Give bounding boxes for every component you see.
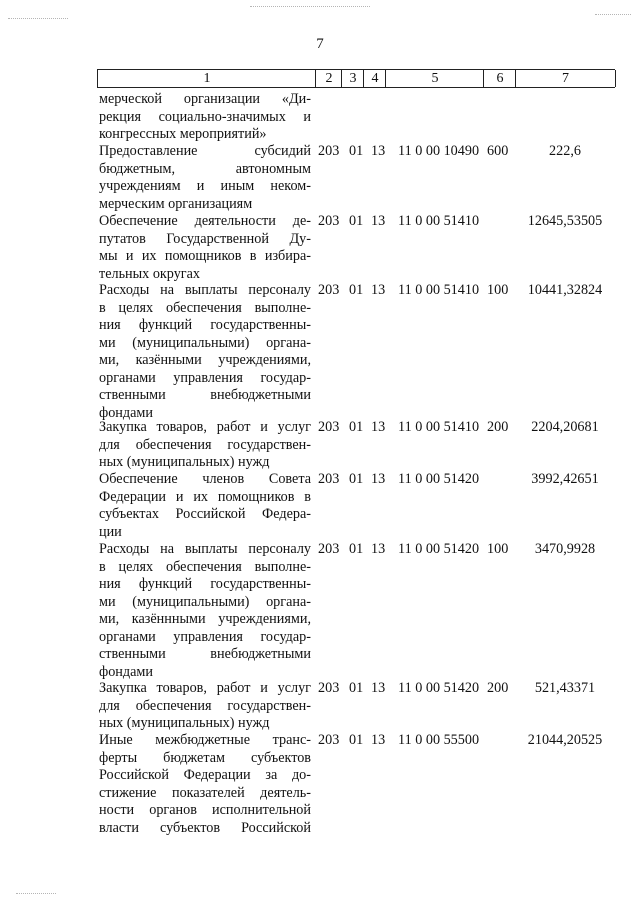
description-line: органами управления государ-: [99, 628, 311, 645]
cell-col-7: 21044,20525: [527, 732, 603, 748]
row-description: [99, 732, 311, 837]
scan-artifact: [250, 6, 370, 7]
cell-col-2: 203: [318, 541, 340, 557]
description-line: ных (муниципальных) нужд: [99, 454, 270, 470]
description-line: Обеспечение членов Совета: [99, 471, 311, 487]
cell-col-2: 203: [318, 282, 340, 298]
description-line: для обеспечения государствен-: [99, 436, 311, 453]
header-col-5: 5: [385, 70, 484, 87]
description-line: мерческим организациям: [99, 195, 253, 212]
header-col-2: 2: [315, 70, 342, 87]
description-line: рекция социально-значимых и: [99, 108, 311, 125]
scan-artifact: [16, 893, 56, 894]
description-line: ции: [99, 523, 122, 540]
row-description: [99, 91, 311, 144]
cell-col-5: 11 0 00 51410: [398, 419, 480, 435]
cell-col-6: 100: [487, 282, 509, 298]
description-line: ности органов исполнительной: [99, 802, 311, 818]
description-line: Расходы на выплаты персоналу: [99, 282, 311, 298]
description-line: ми, казённными учреждениями,: [99, 611, 311, 627]
cell-col-4: 13: [371, 143, 386, 159]
cell-col-5: 11 0 00 55500: [398, 732, 480, 748]
cell-col-3: 01: [349, 213, 364, 229]
cell-col-4: 13: [371, 541, 386, 557]
cell-col-7: 3992,42651: [531, 471, 599, 487]
cell-col-3: 01: [349, 419, 364, 435]
description-line: Федерации и их помощников в: [99, 488, 311, 505]
row-description: [99, 680, 311, 733]
header-col-3: 3: [341, 70, 364, 87]
description-line: тельных округах: [99, 265, 201, 282]
header-col-1: 1: [97, 70, 316, 87]
description-line: ферты бюджетам субъектов: [99, 749, 311, 766]
description-line: ми (муниципальными) органа-: [99, 334, 311, 351]
description-line: мы и их помощников в избира-: [99, 248, 311, 264]
description-line: в целях обеспечения выполне-: [99, 299, 311, 316]
cell-col-2: 203: [318, 732, 340, 748]
cell-col-6: 200: [487, 680, 509, 696]
description-line: фондами: [99, 663, 153, 680]
cell-col-6: 200: [487, 419, 509, 435]
cell-col-2: 203: [318, 471, 340, 487]
row-description: [99, 143, 311, 213]
cell-col-3: 01: [349, 680, 364, 696]
row-description: [99, 282, 311, 422]
cell-col-2: 203: [318, 213, 340, 229]
cell-col-4: 13: [371, 471, 386, 487]
description-line: бюджетным, автономным: [99, 160, 311, 177]
cell-col-3: 01: [349, 282, 364, 298]
cell-col-3: 01: [349, 541, 364, 557]
description-line: ственными внебюджетными: [99, 646, 311, 662]
description-line: фондами: [99, 404, 153, 421]
description-line: мерческой организации «Ди-: [99, 91, 311, 107]
cell-col-2: 203: [318, 419, 340, 435]
scan-artifact: [595, 14, 631, 15]
cell-col-5: 11 0 00 51420: [398, 541, 480, 557]
description-line: Обеспечение деятельности де-: [99, 213, 311, 229]
cell-col-4: 13: [371, 213, 386, 229]
cell-col-3: 01: [349, 471, 364, 487]
row-description: [99, 541, 311, 681]
cell-col-5: 11 0 00 51420: [398, 471, 480, 487]
cell-col-2: 203: [318, 143, 340, 159]
header-col-6: 6: [483, 70, 516, 87]
cell-col-7: 521,43371: [534, 680, 596, 696]
description-line: учреждениям и иным неком-: [99, 178, 311, 194]
cell-col-4: 13: [371, 282, 386, 298]
row-description: [99, 419, 311, 472]
row-description: [99, 213, 311, 283]
description-line: для обеспечения государствен-: [99, 697, 311, 714]
description-line: ния функций государственны-: [99, 317, 311, 333]
description-line: ственными внебюджетными: [99, 387, 311, 403]
cell-col-4: 13: [371, 680, 386, 696]
cell-col-7: 2204,20681: [531, 419, 599, 435]
cell-col-3: 01: [349, 143, 364, 159]
cell-col-6: 100: [487, 541, 509, 557]
cell-col-4: 13: [371, 732, 386, 748]
cell-col-4: 13: [371, 419, 386, 435]
page-number: 7: [316, 36, 324, 52]
row-description: [99, 471, 311, 541]
cell-col-5: 11 0 00 51410: [398, 213, 480, 229]
description-line: стижение показателей деятель-: [99, 784, 311, 801]
cell-col-7: 12645,53505: [527, 213, 603, 229]
scan-artifact: [8, 18, 68, 19]
description-line: Предоставление субсидий: [99, 143, 311, 159]
cell-col-5: 11 0 00 51410: [398, 282, 480, 298]
description-line: Закупка товаров, работ и услуг: [99, 419, 311, 435]
description-line: конгрессных мероприятий»: [99, 126, 267, 142]
description-line: ния функций государственны-: [99, 576, 311, 592]
description-line: в целях обеспечения выполне-: [99, 558, 311, 575]
description-line: Иные межбюджетные транс-: [99, 732, 311, 748]
description-line: ми, казёнными учреждениями,: [99, 352, 311, 368]
description-line: Закупка товаров, работ и услуг: [99, 680, 311, 696]
description-line: Расходы на выплаты персоналу: [99, 541, 311, 557]
description-line: Российской Федерации за до-: [99, 767, 311, 783]
header-col-7: 7: [515, 70, 616, 87]
cell-col-2: 203: [318, 680, 340, 696]
cell-col-7: 10441,32824: [527, 282, 603, 298]
description-line: власти субъектов Российской: [99, 819, 311, 836]
cell-col-7: 222,6: [549, 143, 581, 159]
cell-col-3: 01: [349, 732, 364, 748]
description-line: субъектах Российской Федера-: [99, 506, 311, 522]
description-line: ми (муниципальными) органа-: [99, 593, 311, 610]
table-header: [97, 69, 615, 88]
header-col-4: 4: [363, 70, 386, 87]
description-line: ных (муниципальных) нужд: [99, 715, 270, 731]
cell-col-7: 3470,9928: [534, 541, 596, 557]
cell-col-6: 600: [487, 143, 509, 159]
description-line: путатов Государственной Ду-: [99, 230, 311, 247]
cell-col-5: 11 0 00 51420: [398, 680, 480, 696]
description-line: органами управления государ-: [99, 369, 311, 386]
cell-col-5: 11 0 00 10490: [398, 143, 480, 159]
